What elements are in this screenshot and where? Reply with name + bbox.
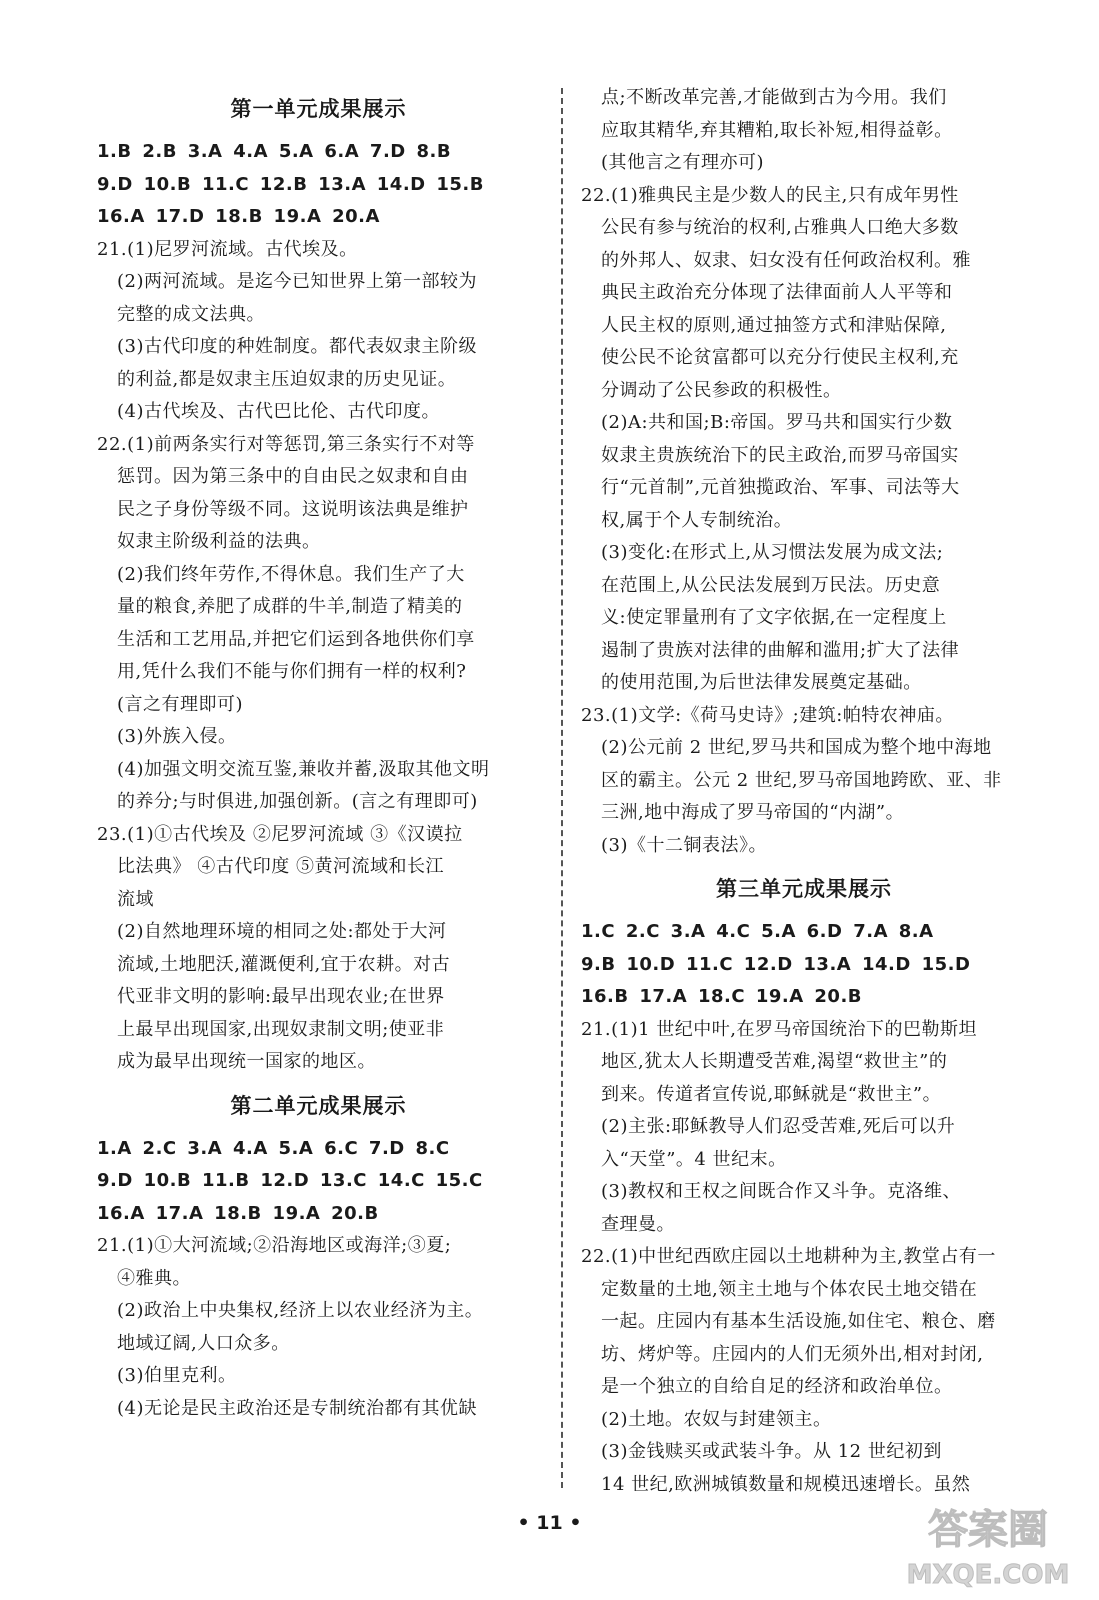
answer-line: (言之有理即可) xyxy=(117,693,244,715)
unit1-mc-row: 16.A 17.D 18.B 19.A 20.A xyxy=(97,206,380,227)
answer-line: 遏制了贵族对法律的曲解和滥用;扩大了法律 xyxy=(601,639,960,661)
answer-line: 21.(1)①大河流域;②沿海地区或海洋;③夏; xyxy=(97,1235,452,1256)
watermark-line1: 答案圈 xyxy=(928,1507,1048,1553)
answer-line: 惩罚。因为第三条中的自由民之奴隶和自由 xyxy=(117,466,469,487)
answer-line: 的养分;与时俱进,加强创新。(言之有理即可) xyxy=(117,791,478,812)
watermark-logo xyxy=(888,1495,1088,1595)
answer-line: 代亚非文明的影响:最早出现农业;在世界 xyxy=(117,986,445,1007)
answer-line: 流域 xyxy=(117,888,154,910)
answer-line: 量的粮食,养肥了成群的牛羊,制造了精美的 xyxy=(117,596,463,617)
unit1-heading: 第一单元成果展示 xyxy=(230,97,407,121)
answer-line: 人民主权的原则,通过抽签方式和津贴保障, xyxy=(601,314,947,336)
answer-line: 用,凭什么我们不能与你们拥有一样的权利? xyxy=(117,661,467,682)
answer-line: (2)主张:耶稣教导人们忍受苦难,死后可以升 xyxy=(601,1116,956,1137)
answer-line: 行“元首制”,元首独揽政治、军事、司法等大 xyxy=(601,477,960,498)
answer-line: 22.(1)前两条实行对等惩罚,第三条实行不对等 xyxy=(97,433,475,455)
answer-line: 的使用范围,为后世法律发展奠定基础。 xyxy=(601,672,922,693)
answer-line: 奴隶主贵族统治下的民主政治,而罗马帝国实 xyxy=(601,444,959,466)
answer-line: 21.(1)尼罗河流域。古代埃及。 xyxy=(97,238,358,260)
answer-line: 22.(1)中世纪西欧庄园以土地耕种为主,教堂占有一 xyxy=(581,1246,996,1267)
answer-line: 公民有参与统治的权利,占雅典人口绝大多数 xyxy=(601,217,959,238)
answer-line: 坊、烤炉等。庄园内的人们无须外出,相对封闭, xyxy=(601,1343,984,1365)
unit3-mc-row: 9.B 10.D 11.C 12.D 13.A 14.D 15.D xyxy=(581,953,971,975)
answer-line: 在范围上,从公民法发展到万民法。历史意 xyxy=(601,574,941,596)
watermark-line2: MXQE.COM xyxy=(906,1560,1070,1590)
answer-line: 义:使定罪量刑有了文字依据,在一定程度上 xyxy=(601,607,947,628)
answer-line: 到来。传道者宣传说,耶稣就是“救世主”。 xyxy=(601,1083,942,1105)
answer-line: 是一个独立的自给自足的经济和政治单位。 xyxy=(601,1376,953,1397)
answer-line: 权,属于个人专制统治。 xyxy=(601,509,793,531)
left-column xyxy=(97,82,540,1425)
answer-line: (3)金钱赎买或武装斗争。从 12 世纪初到 xyxy=(601,1441,942,1462)
answer-line: 民之子身份等级不同。这说明该法典是维护 xyxy=(117,498,469,520)
answer-line: 23.(1)文学:《荷马史诗》;建筑:帕特农神庙。 xyxy=(581,704,954,726)
answer-line: (4)古代埃及、古代巴比伦、古代印度。 xyxy=(117,401,440,422)
answer-line: ④雅典。 xyxy=(117,1267,191,1289)
answer-line: 23.(1)①古代埃及 ②尼罗河流域 ③《汉谟拉 xyxy=(97,823,463,845)
answer-line: (2)我们终年劳作,不得休息。我们生产了大 xyxy=(117,563,465,585)
answer-line: 使公民不论贫富都可以充分行使民主权利,充 xyxy=(601,347,959,368)
answer-line: (3)教权和王权之间既合作又斗争。克洛维、 xyxy=(601,1181,961,1202)
answer-line: 定数量的土地,领主土地与个体农民土地交错在 xyxy=(601,1278,978,1300)
answer-line: (2)政治上中央集权,经济上以农业经济为主。 xyxy=(117,1300,484,1321)
answer-line: 三洲,地中海成了罗马帝国的“内湖”。 xyxy=(601,802,905,823)
answer-line: 完整的成文法典。 xyxy=(117,303,265,325)
answer-line: 地域辽阔,人口众多。 xyxy=(117,1332,290,1354)
answer-line: 地区,犹太人长期遭受苦难,渴望“救世主”的 xyxy=(601,1051,948,1072)
answer-line: 查理曼。 xyxy=(601,1213,675,1235)
answer-line: 点;不断改革完善,才能做到古为今用。我们 xyxy=(601,87,947,108)
answer-line: (4)加强文明交流互鉴,兼收并蓄,汲取其他文明 xyxy=(117,758,490,780)
unit3-heading: 第三单元成果展示 xyxy=(716,877,892,901)
unit2-mc-row: 9.D 10.B 11.B 12.D 13.C 14.C 15.C xyxy=(97,1170,483,1191)
unit2-mc-row: 16.A 17.A 18.B 19.A 20.B xyxy=(97,1202,379,1224)
answer-line: (3)外族入侵。 xyxy=(117,726,237,747)
answer-line: 流域,土地肥沃,灌溉便利,宜于农耕。对古 xyxy=(117,953,451,975)
answer-line: (3)古代印度的种姓制度。都代表奴隶主阶级 xyxy=(117,336,477,357)
answer-line: 21.(1)1 世纪中叶,在罗马帝国统治下的巴勒斯坦 xyxy=(581,1018,978,1040)
answer-line: (2)土地。农奴与封建领主。 xyxy=(601,1408,832,1430)
answer-line: 典民主政治充分体现了法律面前人人平等和 xyxy=(601,282,953,303)
answer-line: (2)两河流域。是迄今已知世界上第一部较为 xyxy=(117,271,477,292)
answer-line: 上最早出现国家,出现奴隶制文明;使亚非 xyxy=(117,1018,445,1040)
unit3-mc-row: 1.C 2.C 3.A 4.C 5.A 6.D 7.A 8.A xyxy=(581,921,934,942)
page-number: • 11 • xyxy=(517,1512,582,1534)
unit1-mc-row: 9.D 10.B 11.C 12.B 13.A 14.D 15.B xyxy=(97,173,484,195)
answer-line: 入“天堂”。4 世纪末。 xyxy=(601,1148,787,1170)
answer-line: 一起。庄园内有基本生活设施,如住宅、粮仓、磨 xyxy=(601,1311,996,1332)
answer-line: (其他言之有理亦可) xyxy=(601,152,765,173)
answer-line: 比法典》 ④古代印度 ⑤黄河流域和长江 xyxy=(117,856,444,877)
answer-line: 应取其精华,弃其糟粕,取长补短,相得益彰。 xyxy=(601,119,953,141)
right-column xyxy=(581,82,1027,1501)
unit2-mc-row: 1.A 2.C 3.A 4.A 5.A 6.C 7.D 8.C xyxy=(97,1137,450,1159)
unit3-mc-row: 16.B 17.A 18.C 19.A 20.B xyxy=(581,986,863,1007)
answer-line: 的外邦人、奴隶、妇女没有任何政治权利。雅 xyxy=(601,249,971,271)
answer-line: (3)变化:在形式上,从习惯法发展为成文法; xyxy=(601,542,944,563)
answer-line: 的利益,都是奴隶主压迫奴隶的历史见证。 xyxy=(117,368,457,390)
answer-line: (4)无论是民主政治还是专制统治都有其优缺 xyxy=(117,1397,477,1419)
unit1-mc-row: 1.B 2.B 3.A 4.A 5.A 6.A 7.D 8.B xyxy=(97,141,452,162)
answer-line: (2)A:共和国;B:帝国。罗马共和国实行少数 xyxy=(601,412,953,433)
answer-line: 22.(1)雅典民主是少数人的民主,只有成年男性 xyxy=(581,184,959,206)
answer-line: (2)公元前 2 世纪,罗马共和国成为整个地中海地 xyxy=(601,737,992,758)
answer-line: 14 世纪,欧洲城镇数量和规模迅速增长。虽然 xyxy=(601,1473,971,1495)
answer-line: (3)伯里克利。 xyxy=(117,1365,237,1386)
answer-line: 区的霸主。公元 2 世纪,罗马帝国地跨欧、亚、非 xyxy=(601,769,1002,791)
answer-line: 分调动了公民参政的积极性。 xyxy=(601,379,842,401)
unit2-heading: 第二单元成果展示 xyxy=(230,1093,407,1118)
column-divider xyxy=(561,88,563,1488)
answer-line: 奴隶主阶级利益的法典。 xyxy=(117,531,321,552)
answer-line: (2)自然地理环境的相同之处:都处于大河 xyxy=(117,921,447,942)
answer-line: 成为最早出现统一国家的地区。 xyxy=(117,1051,376,1072)
answer-line: 生活和工艺用品,并把它们运到各地供你们享 xyxy=(117,628,475,650)
answer-line: (3)《十二铜表法》。 xyxy=(601,834,767,856)
